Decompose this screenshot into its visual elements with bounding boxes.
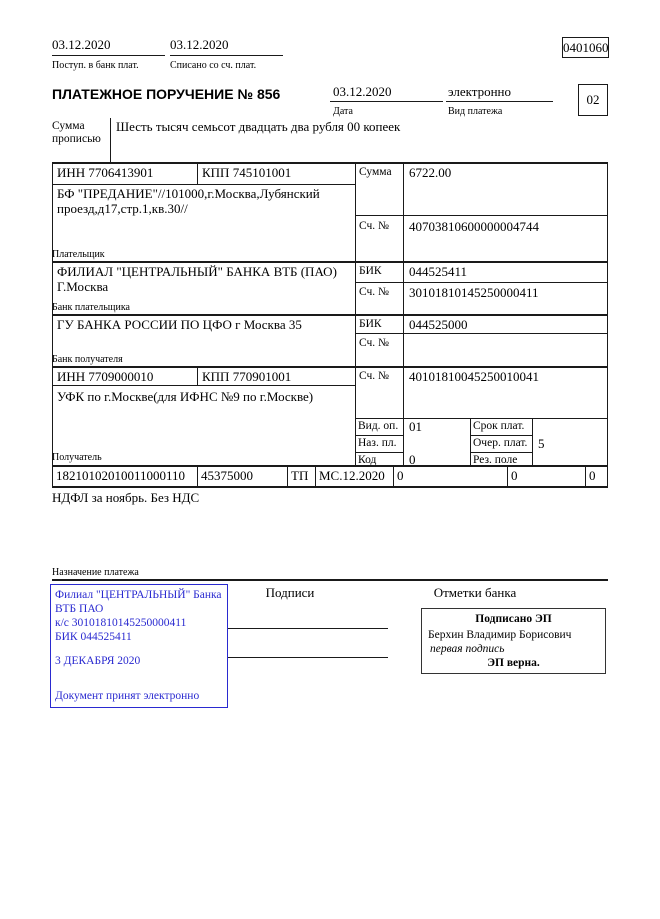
priority-label: Очер. плат. — [473, 437, 528, 449]
divider — [330, 101, 443, 102]
bank-stamp-bik: БИК 044525411 — [55, 631, 132, 643]
divider — [355, 282, 608, 283]
payee-name: УФК по г.Москве(для ИФНС №9 по г.Москве) — [57, 389, 314, 404]
divider — [532, 418, 533, 465]
payee-bank-bik-label: БИК — [359, 318, 382, 330]
signed-ep-title: Подписано ЭП — [475, 613, 552, 625]
divider — [470, 452, 532, 453]
payer-section-label: Плательщик — [52, 249, 105, 260]
status-code-box — [578, 84, 608, 116]
divider — [470, 418, 471, 465]
divider — [446, 101, 553, 102]
signature-line — [227, 657, 388, 658]
payer-bank-section-label: Банк плательщика — [52, 302, 130, 313]
bank-stamp-line1: Филиал "ЦЕНТРАЛЬНЫЙ" Банка — [55, 589, 222, 601]
divider — [52, 314, 608, 316]
payer-bank-bik-label: БИК — [359, 265, 382, 277]
document-title: ПЛАТЕЖНОЕ ПОРУЧЕНИЕ № 856 — [52, 86, 281, 102]
divider — [170, 55, 283, 56]
reserve-field-label: Рез. поле — [473, 454, 518, 466]
divider — [355, 333, 608, 334]
bank-stamp-date: 3 ДЕКАБРЯ 2020 — [55, 655, 141, 667]
bank-stamp-footer: Документ принят электронно — [55, 690, 200, 702]
divider — [197, 465, 198, 487]
payee-section-label: Получатель — [52, 452, 102, 463]
signer-name: Берхин Владимир Борисович — [428, 629, 572, 641]
divider — [52, 162, 608, 164]
electronic-signature-box — [421, 608, 606, 674]
form-code-box — [562, 37, 609, 58]
priority-value: 5 — [538, 436, 545, 451]
divider — [52, 162, 53, 487]
sum-label: Сумма — [359, 166, 392, 178]
amount-in-words-value: Шесть тысяч семьсот двадцать два рубля 00 копеек — [116, 119, 401, 134]
payment-purpose-code-label: Наз. пл. — [358, 437, 397, 449]
payment-purpose-text: НДФЛ за ноябрь. Без НДС — [52, 490, 200, 505]
payee-bank-bik: 044525000 — [409, 317, 468, 332]
payment-kind-label: Вид платежа — [448, 106, 503, 117]
divider — [52, 184, 355, 185]
due-date-label: Срок плат. — [473, 420, 525, 432]
op-type-label: Вид. оп. — [358, 420, 399, 432]
received-in-bank-label: Поступ. в банк плат. — [52, 60, 139, 71]
divider — [355, 435, 404, 436]
divider — [470, 435, 532, 436]
payee-bank-name: ГУ БАНКА РОССИИ ПО ЦФО г Москва 35 — [57, 317, 302, 332]
divider — [607, 162, 608, 487]
payer-bank-name-line2: Г.Москва — [57, 279, 109, 294]
divider — [287, 465, 288, 487]
form-code: 0401060 — [563, 40, 609, 55]
payer-bank-account-label: Сч. № — [359, 286, 390, 298]
debited-from-account-date: 03.12.2020 — [170, 37, 229, 52]
divider — [393, 465, 394, 487]
payment-purpose-section-label: Назначение платежа — [52, 567, 139, 578]
payer-account-label: Сч. № — [359, 220, 390, 232]
divider — [355, 162, 356, 465]
status-code: 02 — [586, 92, 600, 107]
amount-in-words-label: Сумма прописью — [52, 120, 101, 145]
divider — [52, 385, 355, 386]
received-in-bank-date: 03.12.2020 — [52, 37, 111, 52]
payee-bank-section-label: Банк получателя — [52, 354, 123, 365]
divider — [52, 465, 608, 467]
op-type-value: 01 — [409, 419, 422, 434]
payer-inn: ИНН 7706413901 — [57, 165, 154, 180]
divider — [52, 486, 608, 488]
signatures-header: Подписи — [265, 585, 315, 600]
payer-bank-account: 30101810145250000411 — [409, 285, 539, 300]
divider — [585, 465, 586, 487]
doc-date-value: 0 — [511, 468, 518, 483]
payer-name-line2: проезд,д17,стр.1,кв.30// — [57, 201, 188, 216]
divider — [507, 465, 508, 487]
bank-stamp-corr-account: к/с 30101810145250000411 — [55, 617, 187, 629]
divider — [197, 162, 198, 184]
doc-number-value: 0 — [397, 468, 404, 483]
debited-from-account-label: Списано со сч. плат. — [170, 60, 257, 71]
divider — [403, 162, 404, 465]
date-label: Дата — [333, 106, 353, 117]
payee-inn: ИНН 7709000010 — [57, 369, 154, 384]
payment-kind-value: электронно — [448, 84, 512, 99]
divider — [315, 465, 316, 487]
payer-kpp: КПП 745101001 — [202, 165, 292, 180]
divider — [52, 579, 608, 581]
tax-period-value: МС.12.2020 — [319, 468, 385, 483]
payee-kpp: КПП 770901001 — [202, 369, 292, 384]
divider — [52, 261, 608, 263]
code-label: Код — [358, 454, 377, 466]
payer-bank-name-line1: ФИЛИАЛ "ЦЕНТРАЛЬНЫЙ" БАНКА ВТБ (ПАО) — [57, 264, 337, 279]
payment-type-value: 0 — [589, 468, 596, 483]
kbk-value: 18210102010011000110 — [56, 468, 186, 483]
payer-bank-bik: 044525411 — [409, 264, 468, 279]
signature-line — [227, 628, 388, 629]
code-value: 0 — [409, 452, 416, 467]
payer-account: 40703810600000004744 — [409, 219, 539, 234]
divider — [197, 366, 198, 385]
oktmo-value: 45375000 — [201, 468, 253, 483]
divider — [52, 55, 165, 56]
divider — [52, 366, 608, 368]
payee-account: 40101810045250010041 — [409, 369, 539, 384]
divider — [355, 452, 404, 453]
bank-marks-header: Отметки банка — [433, 585, 517, 600]
ep-verified: ЭП верна. — [487, 657, 540, 669]
payee-bank-account-label: Сч. № — [359, 337, 390, 349]
signature-type: первая подпись — [430, 643, 505, 655]
document-date: 03.12.2020 — [333, 84, 392, 99]
sum-value: 6722.00 — [409, 165, 452, 180]
payee-account-label: Сч. № — [359, 370, 390, 382]
payer-name-line1: БФ "ПРЕДАНИЕ"//101000,г.Москва,Лубянский — [57, 186, 320, 201]
divider — [355, 215, 608, 216]
payment-basis-value: ТП — [291, 468, 309, 483]
bank-stamp — [50, 584, 228, 708]
divider — [355, 418, 608, 419]
divider — [110, 118, 111, 163]
bank-stamp-line2: ВТБ ПАО — [55, 603, 104, 615]
